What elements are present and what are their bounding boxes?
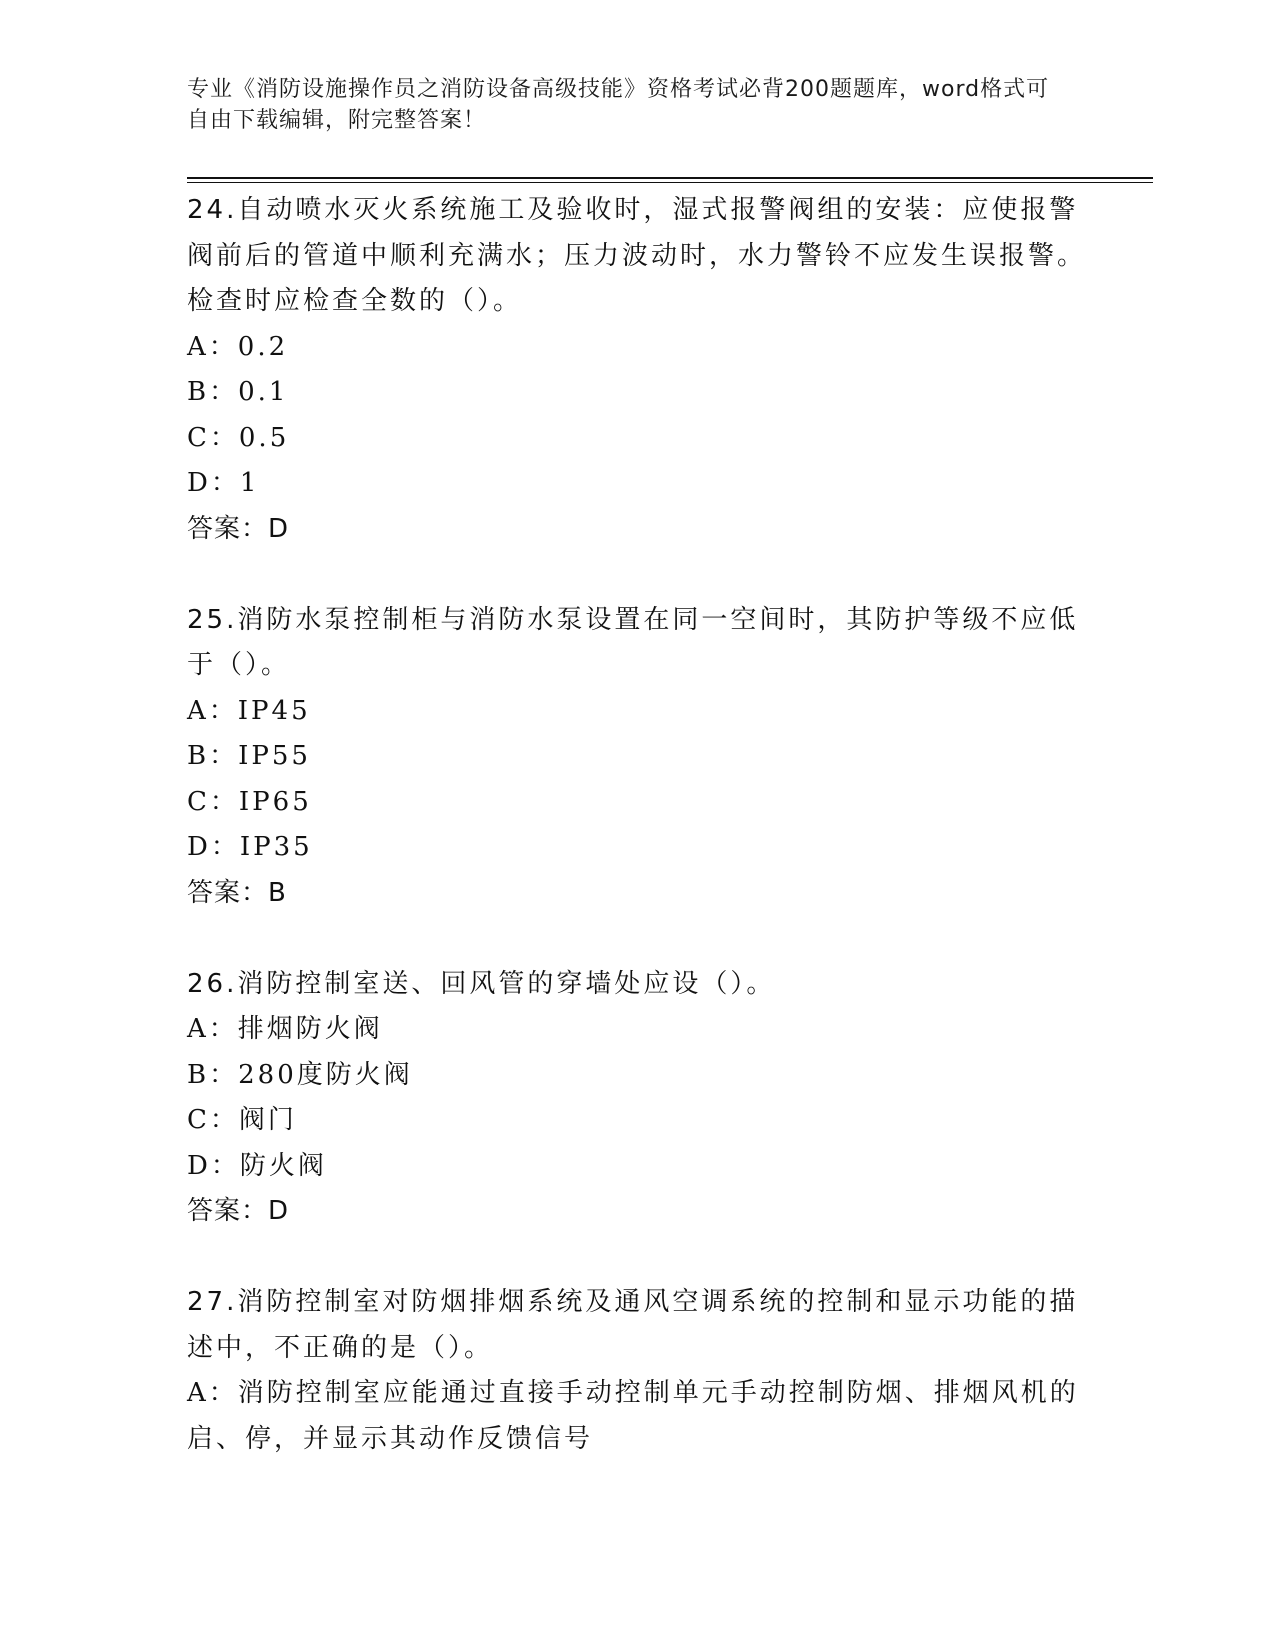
header-rule-thick bbox=[187, 177, 1153, 179]
question-spacer bbox=[187, 916, 1087, 962]
option-d: D：IP35 bbox=[187, 832, 313, 862]
document-header bbox=[187, 74, 1067, 136]
question-27 bbox=[187, 1280, 1087, 1462]
header-text: 专业《消防设施操作员之消防设备高级技能》资格考试必背200题题库，word格式可自由下载编辑，附完整答案！ bbox=[187, 77, 1050, 133]
option-a: A：0.2 bbox=[187, 331, 289, 362]
question-stem: 27.消防控制室对防烟排烟系统及通风空调系统的控制和显示功能的描述中，不正确的是（）。 bbox=[187, 1287, 1079, 1363]
question-stem: 25.消防水泵控制柜与消防水泵设置在同一空间时，其防护等级不应低于（）。 bbox=[187, 604, 1079, 680]
option-d: D：防火阀 bbox=[187, 1150, 327, 1181]
question-26 bbox=[187, 962, 1087, 1235]
option-b: B：IP55 bbox=[187, 741, 311, 771]
question-spacer bbox=[187, 1235, 1087, 1281]
option-a: A：消防控制室应能通过直接手动控制单元手动控制防烟、排烟风机的启、停，并显示其动作反馈信号 bbox=[187, 1378, 1079, 1454]
option-c: C：IP65 bbox=[187, 786, 312, 817]
option-b: B：0.1 bbox=[187, 377, 289, 407]
option-c: C：阀门 bbox=[187, 1105, 297, 1135]
question-24 bbox=[187, 188, 1087, 552]
answer-label: 答案：D bbox=[187, 513, 290, 544]
question-25 bbox=[187, 598, 1087, 917]
question-stem: 24.自动喷水灭火系统施工及验收时，湿式报警阀组的安装：应使报警阀前后的管道中顺利充满水；压力波动时，水力警铃不应发生误报警。检查时应检查全数的（）。 bbox=[187, 195, 1087, 316]
option-b: B：280度防火阀 bbox=[187, 1059, 413, 1090]
option-d: D：1 bbox=[187, 468, 260, 498]
option-c: C：0.5 bbox=[187, 422, 290, 453]
question-stem: 26.消防控制室送、回风管的穿墙处应设（）。 bbox=[187, 968, 776, 999]
answer-label: 答案：B bbox=[187, 877, 287, 908]
question-spacer bbox=[187, 552, 1087, 598]
answer-label: 答案：D bbox=[187, 1196, 290, 1226]
header-rule-thin bbox=[187, 182, 1153, 183]
option-a: A：排烟防火阀 bbox=[187, 1014, 383, 1044]
question-list bbox=[187, 188, 1087, 1462]
option-a: A：IP45 bbox=[187, 695, 311, 726]
